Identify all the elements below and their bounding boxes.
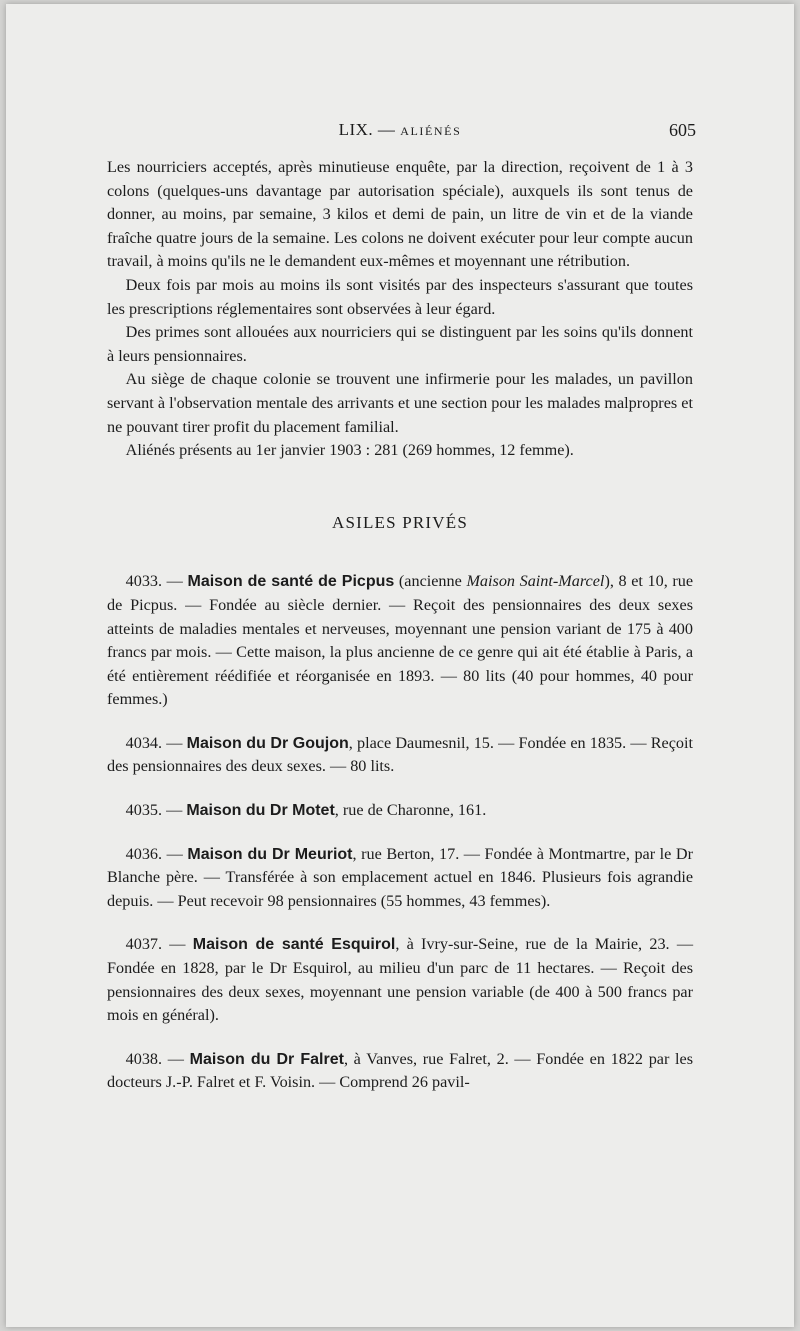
- entry-number: 4038. —: [125, 1049, 184, 1068]
- entry-4035: [107, 799, 693, 823]
- entry-text: , rue de Charonne, 161.: [334, 801, 487, 820]
- entry-4037: [107, 933, 693, 1027]
- entry-italic: Maison Saint-Marcel: [466, 572, 605, 591]
- entry-name: Maison du Dr Falret: [189, 1050, 344, 1068]
- paragraph: Des primes sont allouées aux nourriciers qui se distinguent par les soins qu'ils donnent à leurs pensionnaires.: [107, 323, 693, 365]
- entry-name: Maison de santé Esquirol: [192, 936, 396, 954]
- page-body: [107, 156, 693, 1095]
- entry-name: Maison du Dr Goujon: [186, 734, 349, 752]
- entry-number: 4033. —: [125, 572, 183, 591]
- header-chapter: LIX. —: [338, 120, 396, 139]
- page-number: 605: [669, 120, 696, 140]
- entry-name: Maison du Dr Motet: [186, 802, 335, 820]
- entry-name: Maison du Dr Meuriot: [187, 845, 353, 863]
- entry-4033: [107, 570, 693, 712]
- entry-4036: [107, 843, 693, 914]
- entry-name: Maison de santé de Picpus: [187, 573, 395, 591]
- entry-text: ), 8 et 10, rue de Picpus. — Fondée au siècle dernier. — Reçoit des pensionnaires des deux sexes atteints de maladies mentales et nerveuses, moyennant une pension variant de 175 à 400 francs par mois. — Cette maison, la plus ancienne de ce genre qui ait été établie à Paris, a été entièrement réédifiée et réorganisée en 1893. — 80 lits (40 pour hommes, 40 pour femmes.): [107, 572, 694, 709]
- entry-text: , à Vanves, rue Falret, 2. — Fondée en 1822 par les docteurs J.-P. Falret et F. Voisin. — Comprend 26 pavil-: [107, 1049, 694, 1092]
- entry-number: 4035. —: [125, 801, 183, 820]
- entry-text: , rue Berton, 17. — Fondée à Montmartre, par le Dr Blanche père. — Transférée à son emplacement actuel en 1846. Plusieurs fois agrandie depuis. — Peut recevoir 98 pensionnaires (55 hommes, 43 femmes).: [107, 844, 694, 910]
- entry-4038: [107, 1048, 693, 1095]
- paragraph: Aliénés présents au 1er janvier 1903 : 281 (269 hommes, 12 femme).: [125, 441, 574, 460]
- entry-text: , place Daumesnil, 15. — Fondée en 1835. — Reçoit des pensionnaires des deux sexes. — 80 lits.: [107, 733, 694, 776]
- entry-number: 4034. —: [125, 733, 183, 752]
- header-section: ALIÉNÉS: [400, 124, 462, 138]
- entry-text: , à Ivry-sur-Seine, rue de la Mairie, 23. — Fondée en 1828, par le Dr Esquirol, au milieu d'un parc de 11 hectares. — Reçoit des pensionnaires des deux sexes, moyennant une pension variable (de 400 à 500 francs par mois en général).: [107, 935, 694, 1025]
- entry-text: (ancienne: [394, 572, 467, 591]
- paragraph: Au siège de chaque colonie se trouvent une infirmerie pour les malades, un pavillon servant à l'observation mentale des arrivants et une section pour les malades malpropres et ne pouvant tirer profit du placement familial.: [107, 370, 693, 436]
- entry-4034: [107, 732, 693, 779]
- running-header: [0, 120, 800, 144]
- entry-number: 4037. —: [125, 935, 186, 954]
- paragraph: Les nourriciers acceptés, après minutieuse enquête, par la direction, reçoivent de 1 à 3 colons (quelques-uns davantage par autorisation spéciale), auxquels ils sont tenus de donner, au moins, par semaine, 3 kilos et demi de pain, un litre de vin et de la viande fraîche quatre jours de la semaine. Les colons ne doivent exécuter pour leur compte aucun travail, à moins qu'ils ne le demandent eux-mêmes et moyennant une rétribution.: [107, 158, 693, 271]
- paragraph: Deux fois par mois au moins ils sont visités par des inspecteurs s'assurant que toutes les prescriptions réglementaires sont observées à leur égard.: [107, 275, 693, 318]
- section-title: ASILES PRIVÉS: [331, 512, 469, 532]
- entry-number: 4036. —: [125, 844, 183, 863]
